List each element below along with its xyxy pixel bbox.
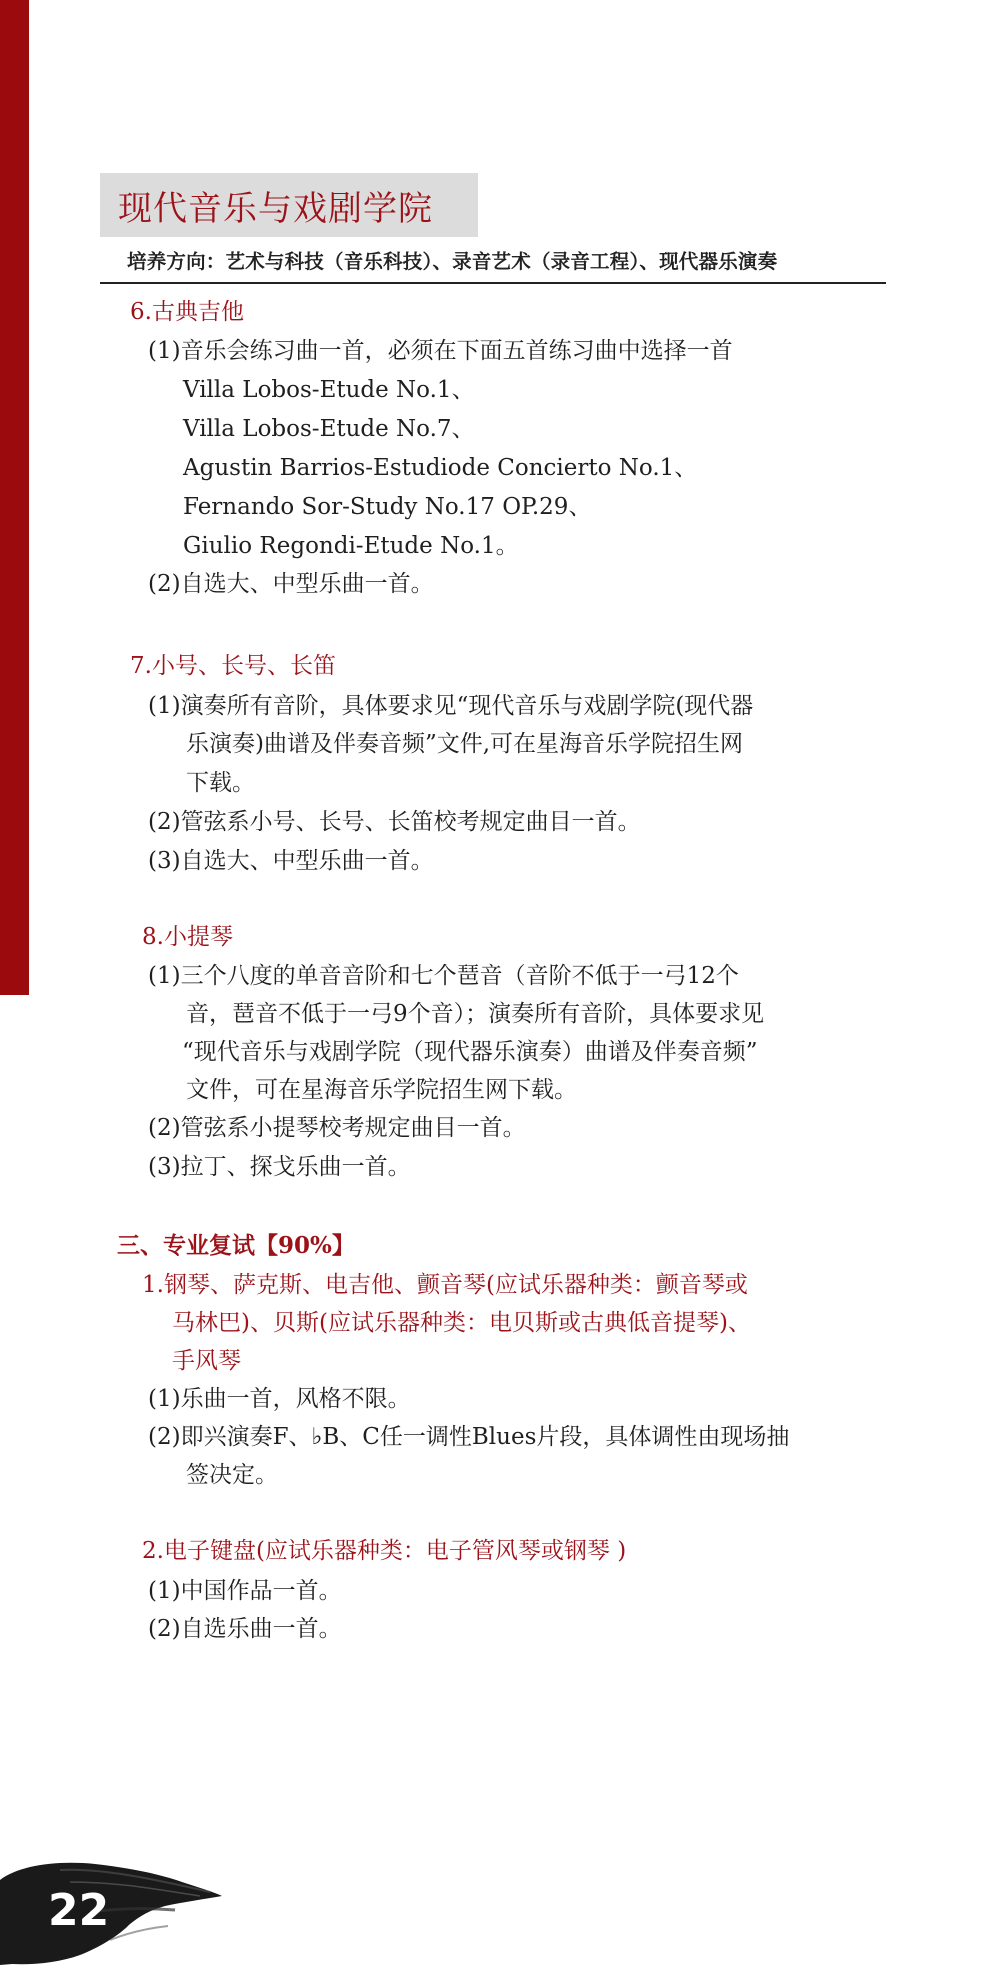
retest-sub1-item-1: (1)乐曲一首，风格不限。 — [148, 1386, 411, 1412]
retest-sub2-item-1: (1)中国作品一首。 — [148, 1578, 342, 1604]
guitar-piece: Giulio Regondi-Etude No.1。 — [183, 533, 519, 559]
violin-item-1-line: 文件，可在星海音乐学院招生网下载。 — [186, 1077, 577, 1103]
guitar-item-1: (1)音乐会练习曲一首，必须在下面五首练习曲中选择一首 — [148, 338, 733, 364]
side-accent-bar — [0, 0, 29, 995]
violin-item-2: (2)管弦系小提琴校考规定曲目一首。 — [148, 1115, 526, 1141]
ink-brush-stroke-icon — [0, 1852, 250, 1965]
retest-sub2-heading: 2.电子键盘(应试乐器种类：电子管风琴或钢琴 ) — [142, 1538, 627, 1564]
brass-item-2: (2)管弦系小号、长号、长笛校考规定曲目一首。 — [148, 809, 641, 835]
section-heading-guitar: 6.古典吉他 — [130, 299, 244, 325]
training-direction: 培养方向：艺术与科技（音乐科技）、录音艺术（录音工程）、现代器乐演奏 — [127, 250, 778, 273]
guitar-item-2: (2)自选大、中型乐曲一首。 — [148, 571, 434, 597]
violin-item-3: (3)拉丁、探戈乐曲一首。 — [148, 1154, 411, 1180]
section-heading-brass: 7.小号、长号、长笛 — [130, 653, 336, 679]
brass-item-1-line: 乐演奏)曲谱及伴奏音频”文件,可在星海音乐学院招生网 — [186, 731, 744, 757]
guitar-piece: Agustin Barrios-Estudiode Concierto No.1、 — [183, 455, 698, 481]
header-divider — [100, 282, 886, 284]
violin-item-1-line: 音，琶音不低于一弓9个音）；演奏所有音阶，具体要求见 — [186, 1001, 765, 1027]
retest-sub2-item-2: (2)自选乐曲一首。 — [148, 1616, 342, 1642]
retest-sub1-item-2-line: 签决定。 — [186, 1462, 278, 1488]
section-heading-violin: 8.小提琴 — [142, 924, 233, 950]
section-heading-retest: 三、专业复试【90%】 — [117, 1232, 355, 1259]
guitar-piece: Fernando Sor-Study No.17 OP.29、 — [183, 494, 592, 520]
guitar-piece: Villa Lobos-Etude No.1、 — [183, 377, 475, 403]
retest-sub1-heading-line: 马林巴)、贝斯(应试乐器种类：电贝斯或古典低音提琴)、 — [172, 1310, 751, 1336]
guitar-piece: Villa Lobos-Etude No.7、 — [183, 416, 475, 442]
retest-sub1-item-2-line: (2)即兴演奏F、♭B、C任一调性Blues片段，具体调性由现场抽 — [148, 1424, 790, 1450]
brass-item-1-line: (1)演奏所有音阶，具体要求见“现代音乐与戏剧学院(现代器 — [148, 693, 754, 719]
page-title: 现代音乐与戏剧学院 — [118, 188, 433, 229]
title-banner — [100, 173, 478, 237]
violin-item-1-line: (1)三个八度的单音音阶和七个琶音（音阶不低于一弓12个 — [148, 963, 739, 989]
violin-item-1-line: “现代音乐与戏剧学院（现代器乐演奏）曲谱及伴奏音频” — [182, 1039, 758, 1065]
retest-sub1-heading-line: 1.钢琴、萨克斯、电吉他、颤音琴(应试乐器种类：颤音琴或 — [142, 1272, 748, 1298]
brass-item-3: (3)自选大、中型乐曲一首。 — [148, 848, 434, 874]
brass-item-1-line: 下载。 — [186, 770, 255, 796]
page-number: 22 — [48, 1885, 110, 1936]
retest-sub1-heading-line: 手风琴 — [172, 1348, 241, 1374]
